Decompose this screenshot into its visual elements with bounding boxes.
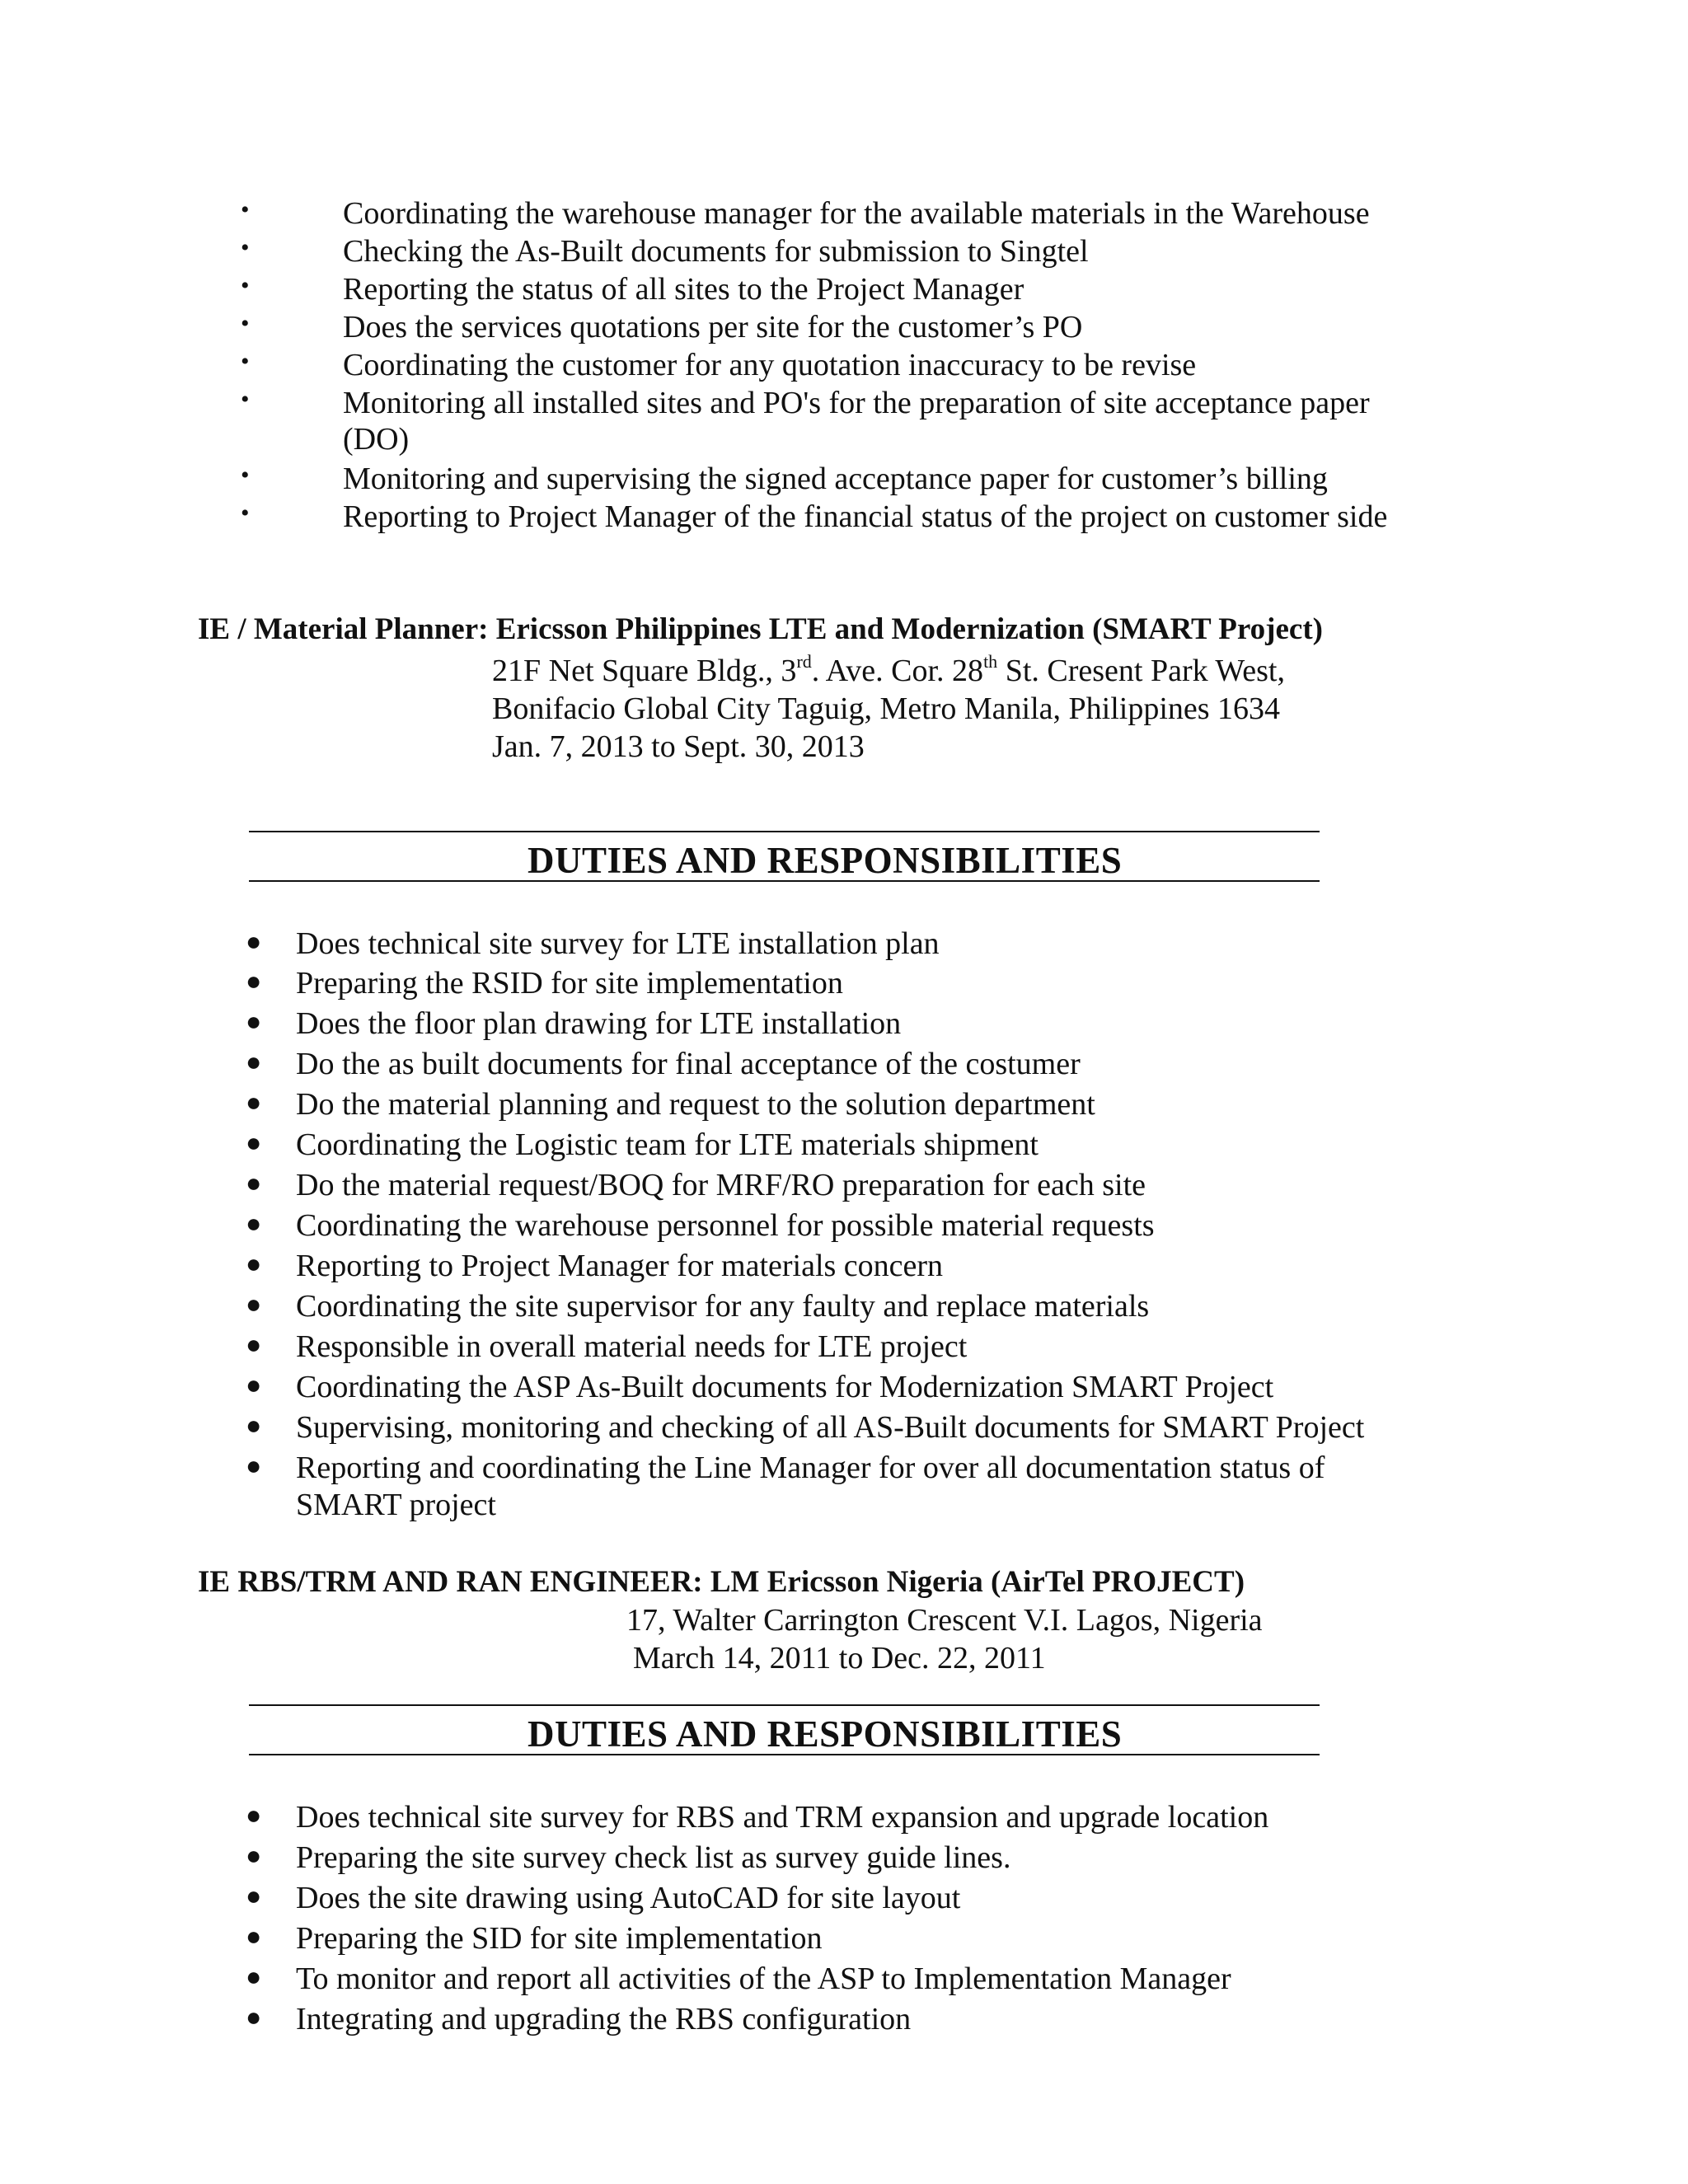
list-item: Coordinating the Logistic team for LTE materials shipment	[296, 1127, 1039, 1162]
list-item: Coordinating the warehouse manager for the available materials in the Warehouse	[343, 196, 1370, 231]
list-item: Do the material planning and request to the solution department	[296, 1087, 1095, 1122]
job-dates: Jan. 7, 2013 to Sept. 30, 2013	[492, 729, 865, 764]
job-title: IE RBS/TRM AND RAN ENGINEER: LM Ericsson Nigeria (AirTel PROJECT)	[198, 1565, 1245, 1599]
section-heading: DUTIES AND RESPONSIBILITIES	[528, 1713, 1123, 1755]
list-item: Do the material request/BOQ for MRF/RO preparation for each site	[296, 1168, 1146, 1202]
bullet-icon: ●	[246, 1800, 262, 1830]
section-heading: DUTIES AND RESPONSIBILITIES	[528, 840, 1123, 881]
list-item: Checking the As-Built documents for submission to Singtel	[343, 234, 1089, 269]
list-item: Monitoring all installed sites and PO's for the preparation of site acceptance paper	[343, 386, 1370, 420]
bullet-icon: •	[241, 234, 250, 261]
bullet-icon: ●	[246, 1921, 262, 1951]
job-address-line-1: 21F Net Square Bldg., 3rd. Ave. Cor. 28th St. Cresent Park West,	[492, 651, 1285, 688]
divider	[249, 1754, 1320, 1755]
bullet-icon: ●	[246, 1881, 262, 1910]
list-item: Coordinating the site supervisor for any faulty and replace materials	[296, 1289, 1150, 1324]
bullet-icon: ●	[246, 2002, 262, 2032]
bullet-icon: ●	[246, 1370, 262, 1399]
bullet-icon: ●	[246, 1961, 262, 1991]
job-address-line-1: 17, Walter Carrington Crescent V.I. Lagos, Nigeria	[626, 1603, 1263, 1638]
list-item: Preparing the SID for site implementation	[296, 1921, 823, 1956]
list-item: Reporting to Project Manager for materials concern	[296, 1249, 944, 1283]
list-item: Responsible in overall material needs for LTE project	[296, 1329, 968, 1364]
list-item: Preparing the RSID for site implementation	[296, 966, 843, 1001]
divider	[249, 1704, 1320, 1706]
bullet-icon: ●	[246, 1006, 262, 1036]
job-dates: March 14, 2011 to Dec. 22, 2011	[633, 1641, 1046, 1675]
list-item: Integrating and upgrading the RBS configuration	[296, 2002, 912, 2036]
list-item-continuation: SMART project	[296, 1488, 496, 1522]
list-item: Coordinating the ASP As-Built documents for Modernization SMART Project	[296, 1370, 1274, 1404]
divider	[249, 831, 1320, 832]
job-title: IE / Material Planner: Ericsson Philippines LTE and Modernization (SMART Project)	[198, 612, 1323, 646]
bullet-icon: •	[241, 462, 250, 489]
list-item: Does the services quotations per site for the customer’s PO	[343, 310, 1083, 344]
list-item: Does the site drawing using AutoCAD for site layout	[296, 1881, 961, 1915]
list-item-continuation: (DO)	[343, 422, 410, 457]
bullet-icon: ●	[246, 1451, 262, 1480]
list-item: Do the as built documents for final acceptance of the costumer	[296, 1047, 1081, 1081]
bullet-icon: •	[241, 499, 250, 527]
list-item: Does the floor plan drawing for LTE installation	[296, 1006, 902, 1041]
list-item: Preparing the site survey check list as survey guide lines.	[296, 1840, 1011, 1875]
job-address-line-2: Bonifacio Global City Taguig, Metro Manila, Philippines 1634	[492, 691, 1281, 726]
bullet-icon: ●	[246, 966, 262, 996]
list-item: Coordinating the warehouse personnel for possible material requests	[296, 1208, 1155, 1243]
divider	[249, 880, 1320, 882]
list-item: Reporting the status of all sites to the Project Manager	[343, 272, 1025, 307]
bullet-icon: •	[241, 272, 250, 299]
bullet-icon: ●	[246, 1168, 262, 1197]
bullet-icon: ●	[246, 1840, 262, 1870]
list-item: Reporting and coordinating the Line Manager for over all documentation status of	[296, 1451, 1325, 1485]
bullet-icon: ●	[246, 1047, 262, 1076]
bullet-icon: •	[241, 348, 250, 375]
bullet-icon: ●	[246, 1127, 262, 1157]
list-item: Coordinating the customer for any quotation inaccuracy to be revise	[343, 348, 1197, 382]
bullet-icon: •	[241, 196, 250, 223]
bullet-icon: •	[241, 310, 250, 337]
list-item: Does technical site survey for RBS and TRM expansion and upgrade location	[296, 1800, 1269, 1835]
bullet-icon: ●	[246, 1208, 262, 1238]
list-item: Monitoring and supervising the signed acceptance paper for customer’s billing	[343, 462, 1328, 496]
bullet-icon: ●	[246, 1289, 262, 1319]
bullet-icon: ●	[246, 1329, 262, 1359]
list-item: Does technical site survey for LTE installation plan	[296, 926, 940, 961]
bullet-icon: ●	[246, 926, 262, 956]
list-item: Reporting to Project Manager of the financial status of the project on customer side	[343, 499, 1388, 534]
bullet-icon: ●	[246, 1087, 262, 1117]
list-item: To monitor and report all activities of the ASP to Implementation Manager	[296, 1961, 1231, 1996]
list-item: Supervising, monitoring and checking of all AS-Built documents for SMART Project	[296, 1410, 1365, 1445]
bullet-icon: ●	[246, 1249, 262, 1278]
bullet-icon: •	[241, 386, 250, 413]
bullet-icon: ●	[246, 1410, 262, 1440]
